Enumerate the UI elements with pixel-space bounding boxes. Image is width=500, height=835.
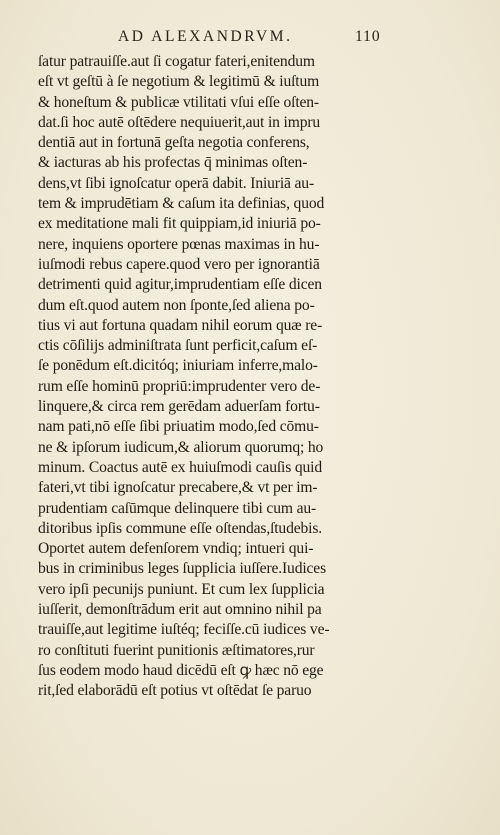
text-line: iuſſerit, demonſtrādum erit aut omnino nihil pa xyxy=(38,601,322,619)
text-line: Oportet autem defenſorem vndiq; intueri qui- xyxy=(38,540,314,558)
text-line: tius vi aut fortuna quadam nihil eorum quæ re- xyxy=(38,316,323,334)
text-line: detrimenti quid agitur,imprudentiam eſſe dicen xyxy=(38,276,322,294)
text-line: dens,vt ſibi ignoſcatur operā dabit. Iniuriā au- xyxy=(38,174,315,192)
text-line: vero ipſi pecunijs puniunt. Et cum lex ſupplicia xyxy=(38,580,325,598)
text-line: linquere,& circa rem gerēdam aduerſam fortu- xyxy=(38,398,320,416)
text-line: rum eſſe hominū propriū:imprudenter vero de- xyxy=(38,377,321,395)
text-line: ex meditatione mali fit quippiam,id iniuriā po- xyxy=(38,215,321,233)
text-line: iuſmodi rebus capere.quod vero per ignorantiā xyxy=(38,255,320,273)
text-line: ditoribus ipſis commune eſſe oſtendas,ſtudebis. xyxy=(38,519,322,537)
text-line: rit,ſed elaborādū eſt potius vt oſtēdat ſe paruo xyxy=(38,682,312,700)
text-line: ſus eodem modo haud dicēdū eſt ꝙ hæc nō ege xyxy=(38,661,324,679)
text-line: ſatur patrauiſſe.aut ſi cogatur fateri,enitendum xyxy=(38,53,315,70)
text-line: eſt vt geſtū à ſe negotium & legitimū & iuſtum xyxy=(38,73,320,91)
text-line: nere, inquiens oportere pœnas maximas in hu- xyxy=(38,235,320,253)
text-line: dentiā aut in fortunā geſta negotia conferens, xyxy=(38,134,310,152)
text-line: prudentiam caſūmque delinquere tibi cum au- xyxy=(38,499,317,517)
text-line: dum eſt.quod autem non ſponte,ſed aliena po- xyxy=(38,296,315,314)
text-line: tem & imprudētiam & caſum ita definias, quod xyxy=(38,195,325,213)
text-line: fateri,vt tibi ignoſcatur precabere,& vt per im- xyxy=(38,479,318,497)
running-title: AD ALEXANDRVM. xyxy=(118,28,293,45)
text-line: bus in criminibus leges ſupplicia iuſſere.Iudices xyxy=(38,560,326,578)
body-text xyxy=(38,52,390,702)
text-line: nam pati,nō eſſe ſibi priuatim modo,ſed cōmu- xyxy=(38,418,319,436)
text-line: trauiſſe,aut legitime iuſtéq; feciſſe.cū iudices ve- xyxy=(38,621,330,639)
text-line: ctis cōſilijs adminiſtrata ſunt perficit,caſum eſ- xyxy=(38,337,318,355)
text-line: & honeſtum & publicæ vtilitati vſui eſſe oſten- xyxy=(38,93,319,111)
text-line: ſe ponēdum eſt.dicitóq; iniuriam inferre,malo- xyxy=(38,357,318,375)
text-line: ro conſtituti fuerint punitionis æſtimatores,rur xyxy=(38,641,315,659)
text-line: minum. Coactus autē ex huiuſmodi cauſis quid xyxy=(38,458,323,476)
text-line: dat.ſi hoc autē oſtēdere nequiuerit,aut in impru xyxy=(38,113,321,131)
page-number: 110 xyxy=(355,28,381,45)
text-line: & iacturas ab his profectas q̄ minimas oſten- xyxy=(38,154,308,172)
text-line: ne & ipſorum iudicum,& aliorum quorumq; ho xyxy=(38,438,324,456)
